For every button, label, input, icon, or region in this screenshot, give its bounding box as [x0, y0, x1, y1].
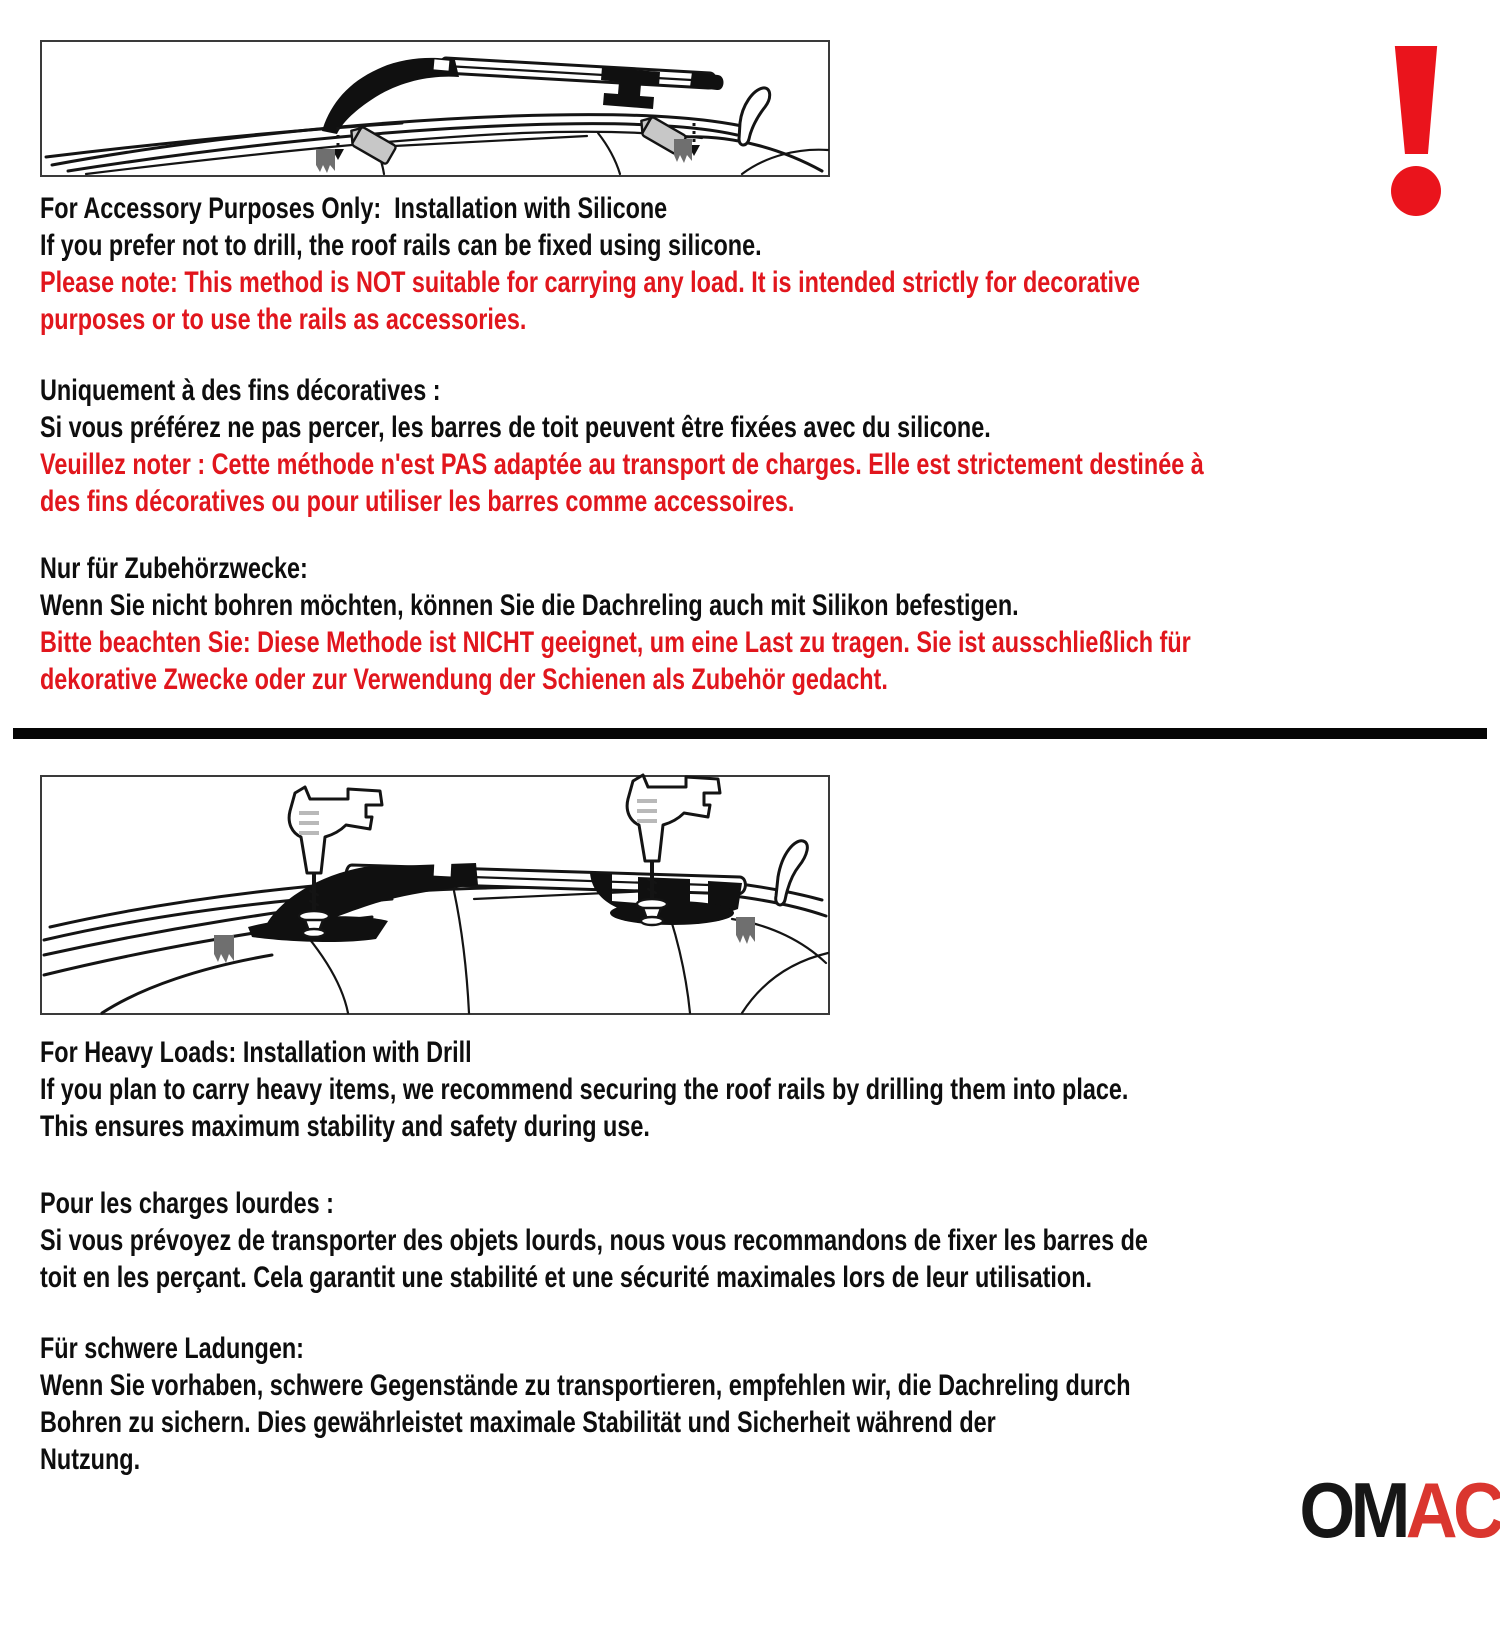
warning-en-silicone-2: purposes or to use the rails as accessories.	[40, 303, 527, 336]
illustration-drill-install	[40, 775, 830, 1015]
heading-de-silicone: Nur für Zubehörzwecke:	[40, 552, 308, 585]
text-block-french-drill	[40, 1185, 1500, 1296]
body-fr-drill-2: toit en les perçant. Cela garantit une stabilité et une sécurité maximales lors de leur utilisation.	[40, 1261, 1093, 1294]
silicone-tube-left	[345, 123, 396, 165]
sealant-mark-right	[674, 139, 692, 163]
heading-en-silicone: For Accessory Purposes Only: Installation with Silicone	[40, 192, 668, 225]
body-en-drill-1: If you plan to carry heavy items, we recommend securing the roof rails by drilling them into place.	[40, 1073, 1129, 1106]
sealant-mark-left	[214, 935, 234, 963]
body-de-silicone: Wenn Sie nicht bohren möchten, können Sie die Dachreling auch mit Silikon befestigen.	[40, 589, 1019, 622]
heading-fr-drill: Pour les charges lourdes :	[40, 1187, 334, 1220]
text-block-english-drill	[40, 1034, 1500, 1145]
exclamation-bar	[1393, 46, 1439, 154]
warning-en-silicone-1: Please note: This method is NOT suitable for carrying any load. It is intended strictly for decorative	[40, 266, 1141, 299]
warning-fr-silicone-2: des fins décoratives ou pour utiliser les barres comme accessoires.	[40, 485, 795, 518]
heading-fr-silicone: Uniquement à des fins décoratives :	[40, 374, 441, 407]
heading-en-drill: For Heavy Loads: Installation with Drill	[40, 1036, 472, 1069]
rail-clamp	[601, 67, 660, 109]
body-en-silicone: If you prefer not to drill, the roof rails can be fixed using silicone.	[40, 229, 762, 262]
hatch-handle-outline	[739, 88, 770, 145]
text-block-german-silicone	[40, 550, 1500, 698]
illustration-silicone-install	[40, 40, 830, 177]
heading-de-drill: Für schwere Ladungen:	[40, 1332, 304, 1365]
body-de-drill-2: Bohren zu sichern. Dies gewährleistet maximale Stabilität und Sicherheit während der	[40, 1406, 996, 1439]
section-divider	[13, 728, 1487, 739]
sealant-mark-right	[736, 917, 755, 944]
roof-rail-silicone-drawing	[42, 42, 828, 175]
body-fr-silicone: Si vous préférez ne pas percer, les barres de toit peuvent être fixées avec du silicone.	[40, 411, 991, 444]
sealant-mark-left	[316, 149, 335, 173]
roof-rail-drill-drawing	[42, 777, 828, 1013]
body-en-drill-2: This ensures maximum stability and safety during use.	[40, 1110, 650, 1143]
warning-fr-silicone-1: Veuillez noter : Cette méthode n'est PAS adaptée au transport de charges. Elle est strictement destinée à	[40, 448, 1204, 481]
warning-de-silicone-2: dekorative Zwecke oder zur Verwendung der Schienen als Zubehör gedacht.	[40, 663, 888, 696]
omac-logo	[1238, 1402, 1500, 1554]
omac-logo-red-part: AC	[1405, 1466, 1500, 1554]
warning-exclamation-icon	[1391, 46, 1441, 214]
car-roof-outline	[46, 115, 828, 174]
warning-de-silicone-1: Bitte beachten Sie: Diese Methode ist NICHT geeignet, um eine Last zu tragen. Sie ist ausschließlich für	[40, 626, 1191, 659]
body-de-drill-1: Wenn Sie vorhaben, schwere Gegenstände zu transportieren, empfehlen wir, die Dachreling durch	[40, 1369, 1131, 1402]
omac-logo-black-part: OM	[1299, 1466, 1406, 1554]
body-fr-drill-1: Si vous prévoyez de transporter des objets lourds, nous vous recommandons de fixer les barres de	[40, 1224, 1148, 1257]
text-block-french-silicone	[40, 372, 1500, 520]
text-block-english-silicone	[40, 190, 1500, 338]
body-de-drill-3: Nutzung.	[40, 1443, 141, 1476]
